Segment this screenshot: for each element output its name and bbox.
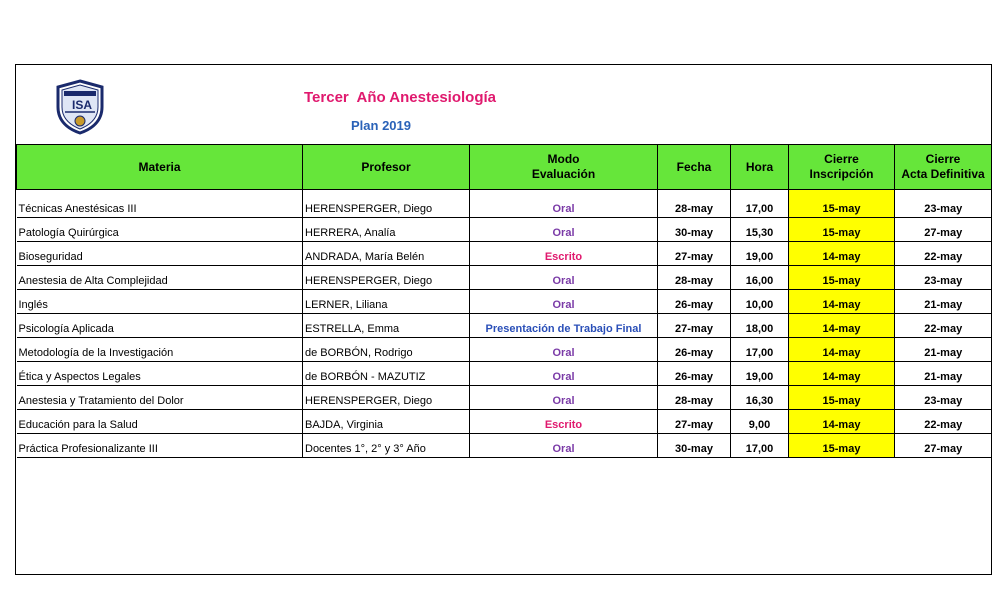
cell-fecha: 27-may (658, 410, 731, 434)
cell-cierre-acta: 27-may (895, 218, 992, 242)
cell-hora: 15,30 (731, 218, 789, 242)
header-modo-evaluacion: Modo Evaluación (470, 145, 658, 190)
document-title: Tercer Año Anestesiología (304, 89, 496, 106)
cell-hora: 17,00 (731, 338, 789, 362)
cell-cierre-inscripcion: 14-may (789, 410, 895, 434)
cell-cierre-acta: 23-may (895, 266, 992, 290)
header-fecha: Fecha (658, 145, 731, 190)
header-profesor: Profesor (303, 145, 470, 190)
cell-materia: Patología Quirúrgica (17, 218, 303, 242)
table-row (17, 434, 992, 458)
table-row (17, 362, 992, 386)
cell-cierre-acta: 23-may (895, 386, 992, 410)
cell-hora: 17,00 (731, 190, 789, 218)
cell-modo-evaluacion: Oral (470, 266, 658, 290)
cell-fecha: 27-may (658, 242, 731, 266)
table-row (17, 190, 992, 218)
svg-text:ISA: ISA (72, 98, 93, 112)
cell-cierre-acta: 21-may (895, 290, 992, 314)
cell-cierre-inscripcion: 15-may (789, 218, 895, 242)
cell-modo-evaluacion: Oral (470, 338, 658, 362)
table-header-row (17, 145, 992, 190)
cell-profesor: ESTRELLA, Emma (303, 314, 470, 338)
cell-modo-evaluacion: Oral (470, 434, 658, 458)
cell-cierre-inscripcion: 15-may (789, 266, 895, 290)
table-row (17, 338, 992, 362)
cell-profesor: de BORBÓN - MAZUTIZ (303, 362, 470, 386)
cell-profesor: BAJDA, Virginia (303, 410, 470, 434)
cell-fecha: 30-may (658, 218, 731, 242)
cell-hora: 16,30 (731, 386, 789, 410)
cell-hora: 19,00 (731, 242, 789, 266)
cell-cierre-inscripcion: 14-may (789, 242, 895, 266)
cell-materia: Bioseguridad (17, 242, 303, 266)
cell-cierre-acta: 23-may (895, 190, 992, 218)
table-row (17, 410, 992, 434)
cell-profesor: HERRERA, Analía (303, 218, 470, 242)
cell-cierre-inscripcion: 14-may (789, 338, 895, 362)
cell-materia: Inglés (17, 290, 303, 314)
cell-materia: Educación para la Salud (17, 410, 303, 434)
cell-cierre-acta: 21-may (895, 338, 992, 362)
cell-materia: Anestesia y Tratamiento del Dolor (17, 386, 303, 410)
cell-modo-evaluacion: Oral (470, 290, 658, 314)
table-row (17, 266, 992, 290)
cell-cierre-inscripcion: 14-may (789, 362, 895, 386)
cell-cierre-inscripcion: 15-may (789, 386, 895, 410)
cell-profesor: de BORBÓN, Rodrigo (303, 338, 470, 362)
cell-profesor: HERENSPERGER, Diego (303, 190, 470, 218)
header-materia: Materia (17, 145, 303, 190)
cell-fecha: 30-may (658, 434, 731, 458)
institution-shield-logo (55, 79, 105, 135)
cell-profesor: Docentes 1°, 2° y 3° Año (303, 434, 470, 458)
cell-profesor: LERNER, Liliana (303, 290, 470, 314)
cell-hora: 16,00 (731, 266, 789, 290)
cell-profesor: HERENSPERGER, Diego (303, 266, 470, 290)
cell-cierre-acta: 27-may (895, 434, 992, 458)
cell-materia: Psicología Aplicada (17, 314, 303, 338)
cell-cierre-acta: 22-may (895, 242, 992, 266)
cell-hora: 9,00 (731, 410, 789, 434)
cell-modo-evaluacion: Oral (470, 190, 658, 218)
plan-year: Plan 2019 (351, 118, 411, 133)
header-cierre-inscripcion: Cierre Inscripción (789, 145, 895, 190)
table-row (17, 242, 992, 266)
cell-fecha: 26-may (658, 362, 731, 386)
cell-cierre-inscripcion: 14-may (789, 314, 895, 338)
cell-cierre-inscripcion: 15-may (789, 190, 895, 218)
header-cierre-acta: Cierre Acta Definitiva (895, 145, 992, 190)
cell-modo-evaluacion: Presentación de Trabajo Final (470, 314, 658, 338)
cell-hora: 19,00 (731, 362, 789, 386)
cell-profesor: ANDRADA, María Belén (303, 242, 470, 266)
table-row (17, 290, 992, 314)
table-row (17, 386, 992, 410)
cell-materia: Práctica Profesionalizante III (17, 434, 303, 458)
cell-fecha: 28-may (658, 386, 731, 410)
cell-cierre-acta: 22-may (895, 314, 992, 338)
cell-hora: 10,00 (731, 290, 789, 314)
cell-profesor: HERENSPERGER, Diego (303, 386, 470, 410)
cell-cierre-inscripcion: 15-may (789, 434, 895, 458)
cell-modo-evaluacion: Oral (470, 386, 658, 410)
cell-modo-evaluacion: Oral (470, 362, 658, 386)
header-hora: Hora (731, 145, 789, 190)
table-row (17, 314, 992, 338)
exam-schedule-table (16, 144, 992, 458)
cell-fecha: 27-may (658, 314, 731, 338)
cell-cierre-acta: 22-may (895, 410, 992, 434)
cell-cierre-inscripcion: 14-may (789, 290, 895, 314)
cell-modo-evaluacion: Escrito (470, 410, 658, 434)
cell-materia: Anestesia de Alta Complejidad (17, 266, 303, 290)
cell-materia: Ética y Aspectos Legales (17, 362, 303, 386)
cell-fecha: 26-may (658, 290, 731, 314)
schedule-sheet (15, 64, 992, 575)
cell-materia: Técnicas Anestésicas III (17, 190, 303, 218)
cell-hora: 18,00 (731, 314, 789, 338)
cell-modo-evaluacion: Escrito (470, 242, 658, 266)
cell-fecha: 28-may (658, 266, 731, 290)
cell-materia: Metodología de la Investigación (17, 338, 303, 362)
table-row (17, 218, 992, 242)
cell-fecha: 28-may (658, 190, 731, 218)
cell-modo-evaluacion: Oral (470, 218, 658, 242)
cell-fecha: 26-may (658, 338, 731, 362)
cell-cierre-acta: 21-may (895, 362, 992, 386)
cell-hora: 17,00 (731, 434, 789, 458)
